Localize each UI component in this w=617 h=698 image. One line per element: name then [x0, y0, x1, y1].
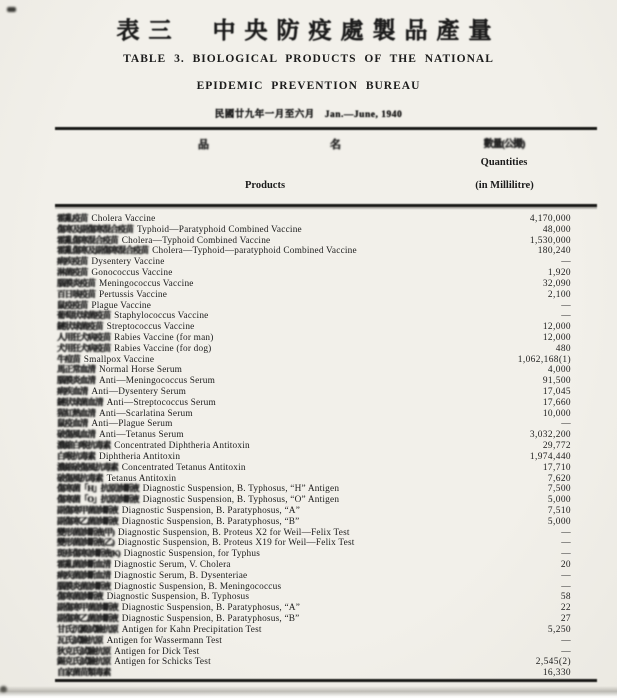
product-name-en: Pertussis Vaccine [98, 289, 168, 300]
table-row [57, 429, 595, 440]
table-row [57, 635, 595, 646]
quantity-value: — [561, 527, 571, 538]
product-name-zh: 鏈狀球菌血清 [57, 396, 103, 407]
column-header-product-zh-char1: 品 [198, 139, 208, 151]
product-name-zh: 斑疹傷寒診斷液(K) [57, 548, 120, 559]
table-row [57, 267, 595, 278]
product-name-en: Concentrated Tetanus Antitoxin [121, 462, 246, 473]
quantity-value: 16,330 [542, 668, 571, 679]
quantity-value: 12,000 [542, 322, 571, 333]
quantity-value: 5,000 [547, 516, 571, 527]
product-name-en: Antigen for Schicks Test [114, 657, 211, 668]
product-name-en: Diphtheria Antitoxin [98, 451, 181, 462]
product-name-zh: 犬用狂犬病疫苗 [57, 342, 111, 353]
product-name-en: Anti—Meningococcus Serum [98, 376, 216, 387]
date-range-line: 民國廿九年一月至六月 Jan.—June, 1940 [214, 110, 403, 120]
product-name-en: Normal Horse Serum [98, 365, 183, 376]
table-row [57, 440, 595, 451]
quantity-value: — [561, 300, 571, 311]
product-name-en: Anti—Tetanus Serum [98, 430, 184, 441]
table-row [57, 483, 595, 494]
product-name-zh: 變形菌診斷液(乙) [57, 537, 114, 548]
quantity-value: — [561, 646, 571, 657]
product-name-zh: 濃縮破傷風抗毒素 [57, 461, 118, 472]
product-name-en: Concentrated Diphtheria Antitoxin [114, 441, 250, 452]
product-name-zh: 馬正常血清 [57, 364, 95, 375]
column-header-quantity-en: Quantities [480, 157, 528, 168]
quantity-value: 58 [560, 592, 571, 603]
quantity-value: — [561, 538, 571, 549]
table-row [57, 224, 595, 235]
quantity-value: — [561, 257, 571, 268]
quantity-value: 4,000 [547, 365, 571, 376]
quantity-value: 4,170,000 [529, 214, 571, 224]
product-name-zh: 腦膜炎菌診斷液 [57, 580, 111, 591]
scan-bottom-shadow [0, 686, 617, 698]
product-name-zh: 傷寒及副傷寒混合疫苗 [57, 223, 133, 234]
table-row [57, 591, 595, 602]
quantity-value: 17,045 [542, 387, 571, 397]
table-row [57, 624, 595, 635]
product-name-zh: 副傷寒乙菌診斷液 [57, 613, 118, 624]
product-name-en: Anti—Streptococcus Serum [106, 397, 216, 408]
quantity-value: 7,500 [547, 484, 571, 495]
page-title-english-line1: TABLE 3. BIOLOGICAL PRODUCTS OF THE NATIONAL [123, 53, 494, 65]
table-row [57, 418, 595, 429]
quantity-value: 17,710 [542, 462, 571, 473]
quantity-value: 17,660 [542, 397, 571, 408]
product-name-en: Diagnostic Serum, B. Dysenteriae [114, 570, 248, 581]
table-row [57, 289, 595, 300]
table-row [57, 505, 595, 516]
product-name-zh: 痢疾菌診斷血清 [57, 569, 111, 580]
table-row [57, 364, 595, 375]
product-name-zh: 破傷風血清 [57, 429, 95, 440]
quantity-value: — [561, 419, 571, 430]
product-name-zh: 鼠疫疫苗 [57, 299, 88, 310]
table-row [57, 602, 595, 613]
product-name-zh: 甘氏沉澱試驗抗原 [57, 623, 118, 634]
column-header-quantity-zh: 數量(公撮) [483, 139, 525, 150]
quantity-value: 1,974,440 [529, 451, 571, 462]
quantity-value: 7,510 [547, 505, 571, 516]
table-row [57, 527, 595, 538]
product-name-zh: 破傷風抗毒素 [57, 472, 103, 483]
table-row [57, 570, 595, 581]
product-name-zh: 狄克氏試驗抗原 [57, 645, 111, 656]
table-row [57, 321, 595, 332]
table-row [57, 667, 595, 678]
product-name-en: Tetanus Antitoxin [106, 473, 177, 484]
page-title-chinese: 表三 中央防疫處製品產量 [116, 18, 501, 43]
table-row [57, 581, 595, 592]
quantity-value: 1,062,168(1) [517, 354, 571, 365]
table-row [57, 656, 595, 667]
quantity-value: 48,000 [542, 224, 571, 235]
product-name-zh: 傷寒菌「H」抗原診斷液 [57, 483, 139, 494]
product-name-en: Cholera—Typhoid Combined Vaccine [121, 235, 271, 246]
product-name-zh: 副傷寒甲菌診斷液 [57, 602, 118, 613]
product-name-zh: 傷寒菌診斷液 [57, 591, 103, 602]
quantity-value: 1,530,000 [529, 235, 571, 246]
product-name-en: Antigen for Wassermann Test [106, 635, 223, 646]
quantity-value: — [561, 311, 571, 322]
table-row [57, 559, 595, 570]
quantity-value: 91,500 [542, 376, 571, 387]
quantity-value: — [561, 570, 571, 581]
table-row [57, 256, 595, 267]
product-name-en: Diagnostic Suspension, B. Proteus X2 for Weil—Felix Test [117, 527, 350, 538]
product-name-en: Diagnostic Suspension, B. Meningococcus [114, 581, 282, 592]
product-name-en: Antigen for Kahn Precipitation Test [121, 624, 262, 635]
table-row [57, 516, 595, 527]
product-name-zh: 霍亂疫苗 [57, 213, 88, 223]
product-name-en: Antigen for Dick Test [114, 646, 200, 657]
product-name-en: Gonococcus Vaccine [91, 268, 173, 279]
quantity-value: 5,250 [547, 624, 571, 635]
quantity-value: 12,000 [542, 332, 571, 343]
product-name-en: Diagnostic Suspension, B. Typhosus, “H” Antigen [142, 484, 340, 495]
product-name-zh: 瓦氏試驗抗原 [57, 634, 103, 645]
quantity-value: 29,772 [542, 441, 571, 452]
product-name-zh: 副傷寒甲菌診斷液 [57, 504, 118, 515]
product-name-zh: 人用狂犬病疫苗 [57, 331, 111, 342]
product-name-zh: 鏈狀球菌疫苗 [57, 321, 103, 332]
product-name-en: Meningococcus Vaccine [98, 278, 194, 289]
product-name-zh: 猩紅熱血清 [57, 407, 95, 418]
product-name-en: Diagnostic Suspension, B. Paratyphosus, “A” [121, 505, 301, 516]
quantity-value: 1,920 [547, 268, 571, 279]
product-name-en: Plague Vaccine [91, 300, 152, 311]
product-name-en: Diagnostic Suspension, B. Paratyphosus, “B” [121, 614, 300, 625]
product-name-en: Rabies Vaccine (for dog) [114, 343, 212, 354]
table-row [57, 408, 595, 419]
product-name-en: Typhoid—Paratyphoid Combined Vaccine [136, 224, 302, 235]
table-row [57, 613, 595, 624]
table-row [57, 451, 595, 462]
table-row [57, 537, 595, 548]
table-row [57, 278, 595, 289]
product-name-zh: 霍亂傷寒混合疫苗 [57, 234, 118, 245]
table-row [57, 343, 595, 354]
product-name-zh: 痢疾疫苗 [57, 256, 88, 267]
table-row [57, 494, 595, 505]
quantity-value: 10,000 [542, 408, 571, 419]
product-name-zh: 濃縮白喉抗毒素 [57, 440, 111, 451]
quantity-value: — [561, 635, 571, 646]
product-name-en: Diagnostic Suspension, B. Proteus X19 for Weil—Felix Test [117, 538, 355, 549]
table-row [57, 332, 595, 343]
quantity-value: 7,620 [547, 473, 571, 484]
table-row [57, 548, 595, 559]
product-name-zh: 白喉抗毒素 [57, 450, 95, 461]
table-row [57, 235, 595, 246]
product-name-en: Anti—Plague Serum [91, 419, 173, 430]
product-name-en: Dysentery Vaccine [91, 257, 165, 268]
product-name-en: Diagnostic Suspension, B. Typhosus, “O” Antigen [142, 495, 340, 506]
product-name-en: Staphylococcus Vaccine [114, 311, 209, 322]
product-name-en: Diagnostic Suspension, B. Typhosus [106, 592, 250, 603]
quantity-value: 22 [560, 603, 571, 614]
product-name-zh: 痢疾血清 [57, 386, 88, 396]
product-name-en: Cholera—Typhoid—paratyphoid Combined Vaccine [152, 246, 357, 257]
table-row [57, 354, 595, 365]
product-name-zh: 霍亂傷寒及副傷寒混合疫苗 [57, 245, 149, 256]
quantity-value: 3,032,200 [529, 430, 571, 441]
product-name-zh: 百日咳疫苗 [57, 288, 95, 299]
table-row [57, 386, 595, 397]
product-name-zh: 淋菌疫苗 [57, 267, 88, 278]
quantity-value: 180,240 [537, 246, 571, 257]
product-name-zh: 牛痘苗 [57, 353, 80, 364]
table-top-rule [55, 204, 597, 207]
table-row [57, 462, 595, 473]
quantity-value: 32,090 [542, 278, 571, 289]
table-row [57, 245, 595, 256]
quantity-value: — [561, 581, 571, 592]
product-name-en: Streptococcus Vaccine [106, 322, 195, 333]
table-row [57, 473, 595, 484]
product-name-zh: 副傷寒乙菌診斷液 [57, 515, 118, 526]
table-bottom-rule [55, 679, 597, 682]
product-name-en: Smallpox Vaccine [83, 354, 155, 365]
product-name-zh: 變形菌診斷液(甲) [57, 526, 114, 537]
table-row [57, 375, 595, 386]
product-name-en: Diagnostic Suspension, for Typhus [123, 549, 261, 560]
table-row [57, 397, 595, 408]
quantity-value: 5,000 [547, 495, 571, 506]
table-body [57, 213, 595, 678]
product-name-en: Rabies Vaccine (for man) [114, 332, 214, 343]
column-header-products-en: Products [244, 180, 286, 191]
product-name-zh: 錫克氏試驗抗原 [57, 656, 111, 667]
table-row [57, 213, 595, 224]
product-name-zh: 自家菌苗類毒素 [57, 667, 111, 678]
table-row [57, 300, 595, 311]
header-divider-rule [55, 127, 597, 130]
product-name-en: Anti—Dysentery Serum [91, 387, 187, 397]
quantity-value: 2,100 [547, 289, 571, 300]
table-row [57, 646, 595, 657]
product-name-en: Diagnostic Suspension, B. Paratyphosus, “A” [121, 603, 301, 614]
column-header-quantity-unit: (in Millilitre) [475, 180, 534, 191]
quantity-value: — [561, 549, 571, 560]
product-name-zh: 鼠疫血清 [57, 418, 88, 429]
quantity-value: 27 [560, 614, 571, 625]
product-name-en: Anti—Scarlatina Serum [98, 408, 193, 419]
product-name-zh: 葡萄狀球菌疫苗 [57, 310, 111, 321]
product-name-zh: 霍亂菌診斷血清 [57, 559, 111, 569]
table-row [57, 310, 595, 321]
quantity-value: 480 [555, 343, 571, 354]
product-name-zh: 腦膜炎疫苗 [57, 277, 95, 288]
product-name-en: Diagnostic Suspension, B. Paratyphosus, “B” [121, 516, 300, 527]
quantity-value: 2,545(2) [535, 657, 571, 668]
product-name-en: Cholera Vaccine [91, 214, 156, 224]
product-name-zh: 傷寒菌「O」抗原診斷液 [57, 494, 139, 505]
quantity-value: 20 [560, 560, 571, 570]
column-header-product-zh-char2: 名 [330, 139, 340, 151]
product-name-zh: 腦膜炎血清 [57, 375, 95, 386]
page-title-english-line2: EPIDEMIC PREVENTION BUREAU [196, 80, 421, 92]
product-name-en: Diagnostic Serum, V. Cholera [114, 560, 231, 570]
